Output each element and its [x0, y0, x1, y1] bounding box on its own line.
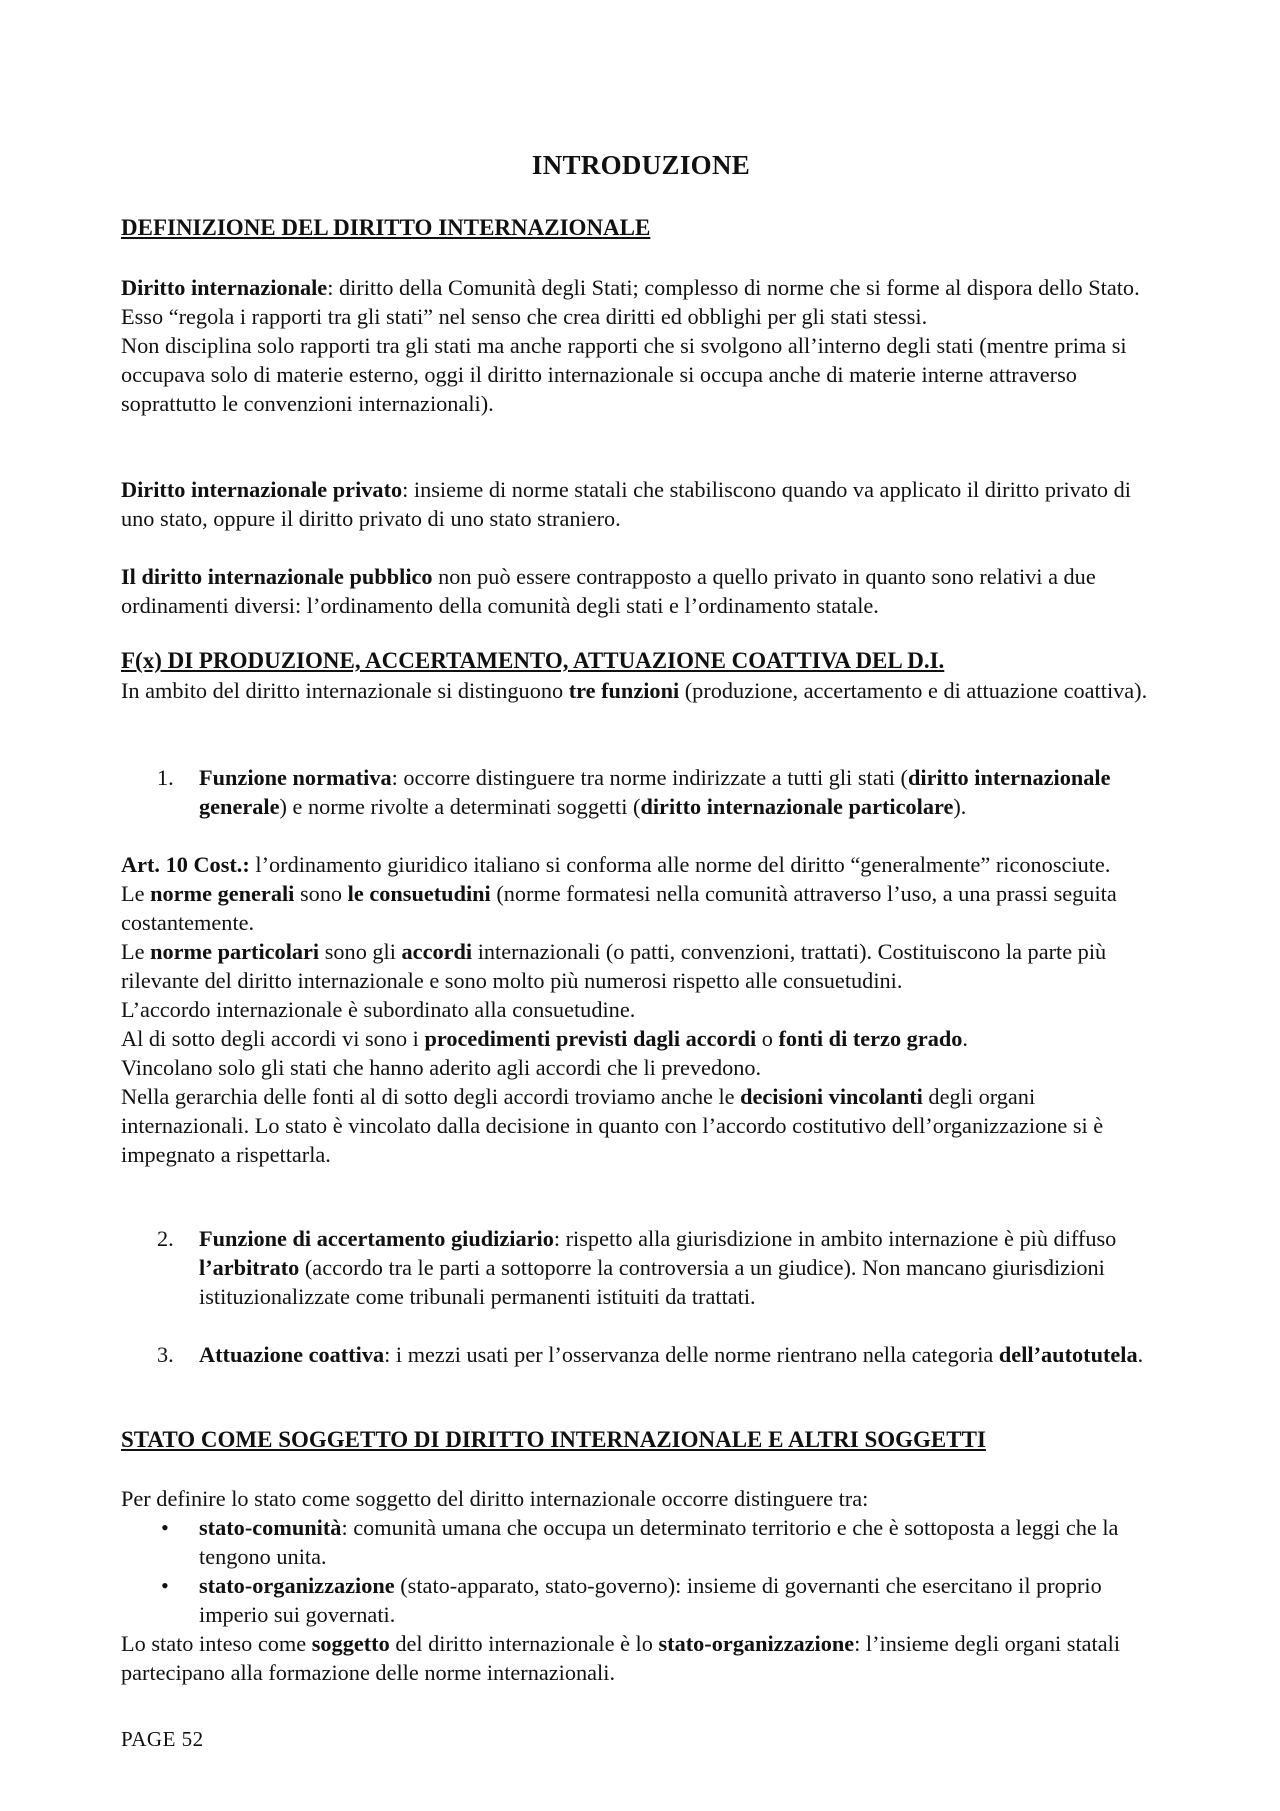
paragraph-diritto-privato: Diritto internazionale privato: insieme di norme statali che stabiliscono quando va applicato il diritto privato di uno stato, oppure il diritto privato di uno stato straniero. [121, 477, 1131, 531]
paragraph-diritto-pubblico: Il diritto internazionale pubblico non può essere contrapposto a quello privato in quanto sono relativi a due ordinamenti diversi: l’ordinamento della comunità degli stati e l’ordinamento statale. [121, 564, 1096, 618]
section-heading-definizione: DEFINIZIONE DEL DIRITTO INTERNAZIONALE [121, 215, 651, 240]
bullet-item-stato-organizzazione: • stato-organizzazione (stato-apparato, stato-governo): insieme di governanti che esercitano il proprio imperio sui governati. [161, 1573, 1102, 1627]
bullet-icon: • [161, 1515, 169, 1540]
section-heading-funzioni: F(x) DI PRODUZIONE, ACCERTAMENTO, ATTUAZIONE COATTIVA DEL D.I. [121, 648, 945, 673]
term: Diritto internazionale privato [121, 477, 403, 502]
paragraph-text: Non disciplina solo rapporti tra gli stati ma anche rapporti che si svolgono all’interno degli stati (mentre prima si occupava solo di materie esterno, oggi il diritto internazionale si occupa anche di materie interne attraverso soprattutto le convenzioni internazionali). [121, 333, 1127, 416]
term: Diritto internazionale [121, 275, 328, 300]
page-number: PAGE 52 [121, 1727, 204, 1751]
numbered-item-3: 3. Attuazione coattiva: i mezzi usati per l’osservanza delle norme rientrano nella categoria dell’autotutela. [157, 1342, 1144, 1367]
term: Il diritto internazionale pubblico [121, 564, 433, 589]
paragraph-diritto-internazionale: Diritto internazionale: diritto della Comunità degli Stati; complesso di norme che si forme al dispora dello Stato. Esso “regola i rapporti tra gli stati” nel senso che crea diritti ed obblighi per gli stati stessi. Non disciplina solo rapporti tra gli stati ma anche rapporti che si svolgono all’interno degli stati (mentre prima si occupava solo di materie esterno, oggi il diritto internazionale si occupa anche di materie interne attraverso soprattutto le convenzioni internazionali). [121, 273, 1161, 418]
paragraph-stato-soggetto: Lo stato inteso come soggetto del diritto internazionale è lo stato-organizzazione: l’insieme degli organi statali partecipano alla formazione delle norme internazionali. [121, 1631, 1121, 1685]
list-number: 3. [157, 1342, 174, 1367]
numbered-item-2: 2. Funzione di accertamento giudiziario: rispetto alla giurisdizione in ambito internazione è più diffuso l’arbitrato (accordo tra le parti a sottoporre la controversia a un giudice). Non mancano giurisdizioni istituzionalizzate come tribunali permanenti istituiti da trattati. [157, 1226, 1117, 1309]
bullet-icon: • [161, 1573, 169, 1598]
paragraph-tre-funzioni: In ambito del diritto internazionale si distinguono tre funzioni (produzione, accertamento e di attuazione coattiva). [121, 678, 1148, 703]
bullet-item-stato-comunita: • stato-comunità: comunità umana che occupa un determinato territorio e che è sottoposta a leggi che la tengono unita. [161, 1515, 1119, 1569]
section-heading-stato: STATO COME SOGGETTO DI DIRITTO INTERNAZIONALE E ALTRI SOGGETTI [121, 1427, 986, 1452]
numbered-item-1: 1. Funzione normativa: occorre distinguere tra norme indirizzate a tutti gli stati (diritto internazionale generale) e norme rivolte a determinati soggetti (diritto internazionale particolare). [157, 765, 1111, 819]
list-number: 1. [157, 765, 174, 790]
paragraph-group-fonti: Art. 10 Cost.: l’ordinamento giuridico italiano si conforma alle norme del diritto “generalmente” riconosciute. Le norme generali sono le consuetudini (norme formatesi nella comunità attraverso l’uso, a una prassi seguita costantemente. Le norme particolari sono gli accordi internazionali (o patti, convenzioni, trattati). Costituiscono la parte più rilevante del diritto internazionale e sono molto più numerosi rispetto alle consuetudini. L’accordo internazionale è subordinato alla consuetudine. Al di sotto degli accordi vi sono i procedimenti previsti dagli accordi o fonti di terzo grado. Vincolano solo gli stati che hanno aderito agli accordi che li prevedono. Nella gerarchia delle fonti al di sotto degli accordi troviamo anche le decisioni vincolanti degli organi internazionali. Lo stato è vincolato dalla decisione in quanto con l’accordo costitutivo dell’organizzazione si è impegnato a rispettarla. [121, 852, 1117, 1167]
paragraph-definire-stato: Per definire lo stato come soggetto del diritto internazionale occorre distinguere tra: [121, 1486, 869, 1511]
list-number: 2. [157, 1226, 174, 1251]
page-title: INTRODUZIONE [531, 150, 751, 180]
